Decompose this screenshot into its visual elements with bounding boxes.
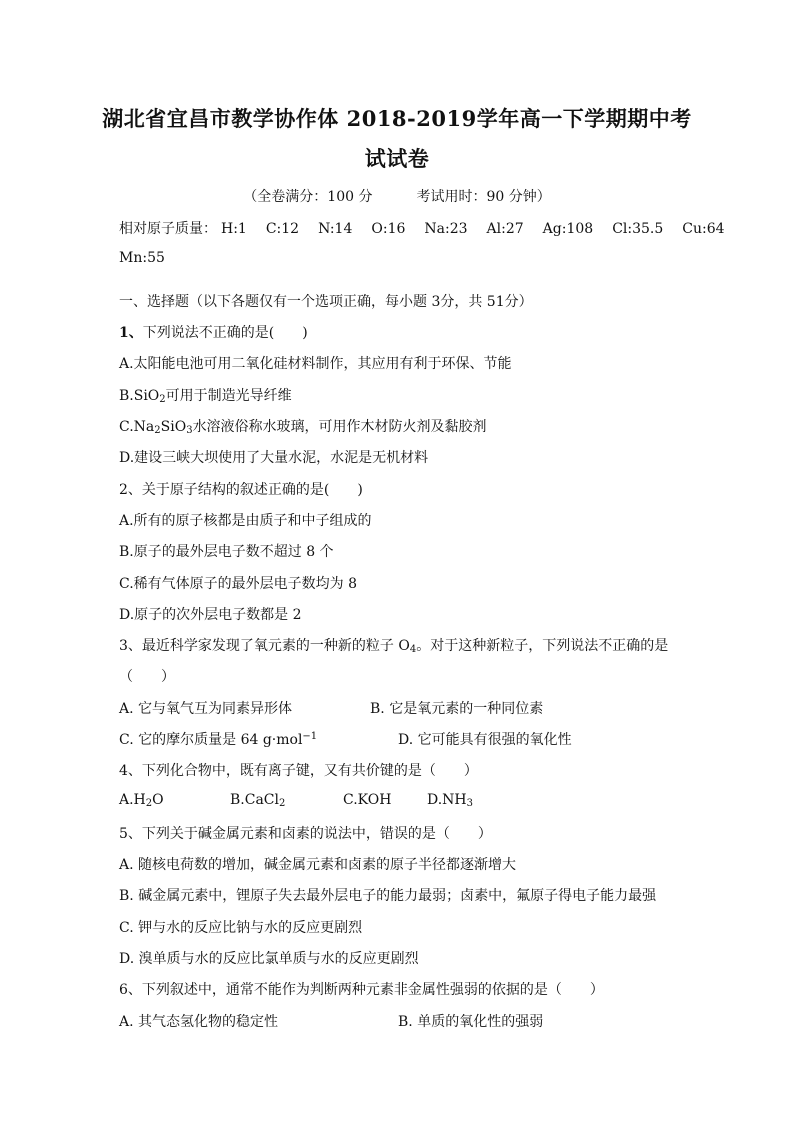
question-3-option-b: B. 它是氧元素的一种同位素 xyxy=(370,701,544,717)
question-4-stem: 4、下列化合物中，既有离子键，又有共价键的是（ ） xyxy=(119,763,478,779)
question-6-stem: 6、下列叙述中，通常不能作为判断两种元素非金属性强弱的依据的是（ ） xyxy=(119,982,604,998)
atomic-mass-item: Cu:64 xyxy=(682,221,725,237)
question-3-option-d: D. 它可能具有很强的氧化性 xyxy=(398,732,572,748)
atomic-mass-item: Cl:35.5 xyxy=(612,221,664,237)
question-3-option-c: C. 它的摩尔质量是 64 g·mol$^{-1}$ xyxy=(119,731,318,748)
question-4-option-b: B.CaCl$_2$ xyxy=(230,792,286,809)
atomic-mass-item-wrapped: Mn:55 xyxy=(119,250,165,266)
question-3-stem: 3、最近科学家发现了氧元素的一种新的粒子 $O_4$。对于这种新粒子，下列说法不正确的是 xyxy=(119,638,669,655)
question-2-option-a: A.所有的原子核都是由质子和中子组成的 xyxy=(119,513,372,529)
exam-duration: 考试用时：90 分钟） xyxy=(416,189,551,205)
atomic-mass-item: O:16 xyxy=(371,221,406,237)
atomic-mass-item: H:1 xyxy=(221,221,247,237)
full-score: （全卷满分：100 分 xyxy=(243,189,373,205)
question-2-stem: 2、关于原子结构的叙述正确的是( ) xyxy=(119,482,363,498)
atomic-mass-list xyxy=(119,218,725,238)
question-5-option-a: A. 随核电荷数的增加，碱金属元素和卤素的原子半径都逐渐增大 xyxy=(119,857,517,873)
question-1-text: 下列说法不正确的是( ) xyxy=(142,325,308,341)
question-1-option-c: $C.Na_2SiO_3$水溶液俗称水玻璃，可用作木材防火剂及黏胶剂 xyxy=(119,419,487,436)
exam-meta xyxy=(0,186,794,206)
question-6-option-a: A. 其气态氢化物的稳定性 xyxy=(119,1014,279,1030)
atomic-mass-item: Na:23 xyxy=(424,221,468,237)
question-1-option-b: B.SiO$_2$可用于制造光导纤维 xyxy=(119,388,292,405)
exam-title-line-2: 试试卷 xyxy=(364,146,430,171)
question-4-option-c: C.KOH xyxy=(343,792,392,808)
question-5-option-d: D. 溴单质与水的反应比氯单质与水的反应更剧烈 xyxy=(119,951,419,967)
question-3-stem-cont: （ ） xyxy=(119,669,175,685)
question-1-option-d: D.建设三峡大坝使用了大量水泥，水泥是无机材料 xyxy=(119,450,429,466)
question-2-option-c: C.稀有气体原子的最外层电子数均为 8 xyxy=(119,576,358,592)
atomic-mass-item: Al:27 xyxy=(486,221,524,237)
question-5-stem: 5、下列关于碱金属元素和卤素的说法中，错误的是（ ） xyxy=(119,826,492,842)
question-5-option-c: C. 钾与水的反应比钠与水的反应更剧烈 xyxy=(119,920,363,936)
question-2-option-d: D.原子的次外层电子数都是 2 xyxy=(119,607,302,623)
exam-title-line-1: 湖北省宜昌市教学协作体 2018-2019学年高一下学期期中考 xyxy=(102,106,692,131)
atomic-mass-item: C:12 xyxy=(265,221,300,237)
atomic-mass-item: Ag:108 xyxy=(542,221,594,237)
question-6-option-b: B. 单质的氧化性的强弱 xyxy=(398,1014,544,1030)
question-4-option-a: $A.H_2O$ xyxy=(119,792,164,809)
question-4-option-d: $D.NH_3$ xyxy=(427,792,474,809)
question-1-number: 1、 xyxy=(119,325,143,341)
atomic-mass-item: N:14 xyxy=(318,221,353,237)
question-3-option-a: A. 它与氧气互为同素异形体 xyxy=(119,701,293,717)
question-1-option-a: A.太阳能电池可用二氧化硅材料制作，其应用有利于环保、节能 xyxy=(119,356,512,372)
question-1-stem xyxy=(119,322,308,342)
section-heading: 一、选择题（以下各题仅有一个选项正确，每小题 3分，共 51分） xyxy=(119,294,533,310)
question-2-option-b: B.原子的最外层电子数不超过 8 个 xyxy=(119,544,334,560)
question-5-option-b: B. 碱金属元素中，锂原子失去最外层电子的能力最弱；卤素中，氟原子得电子能力最强 xyxy=(119,888,657,904)
atomic-mass-label: 相对原子质量： xyxy=(119,221,217,237)
